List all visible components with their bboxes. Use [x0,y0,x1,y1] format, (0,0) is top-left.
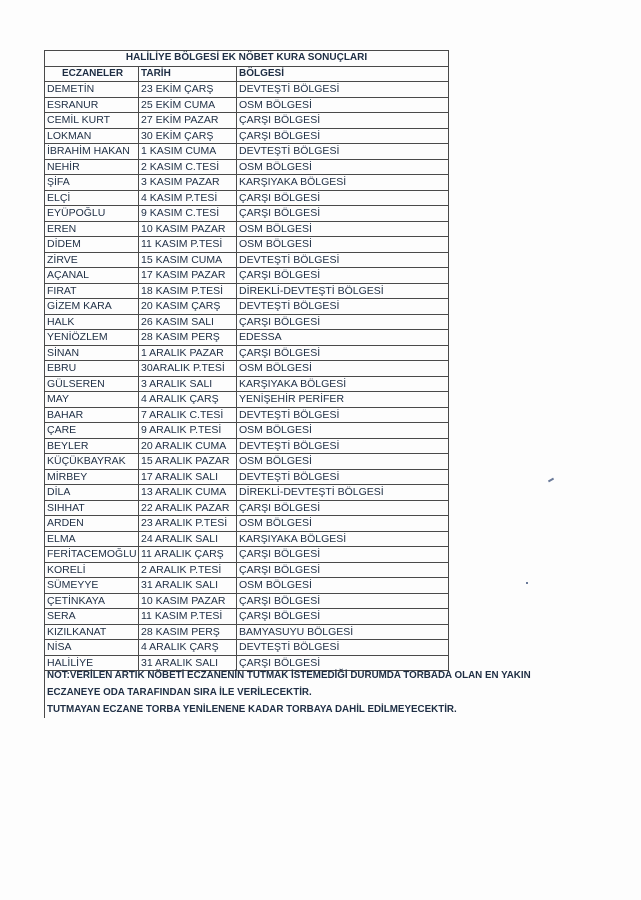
date-cell: 20 KASIM ÇARŞ [139,299,237,315]
table-row [45,190,449,206]
date-cell: 10 KASIM PAZAR [139,221,237,237]
region-cell: DEVTEŞTİ BÖLGESİ [237,469,449,485]
table-title: HALİLİYE BÖLGESİ EK NÖBET KURA SONUÇLARI [45,51,449,67]
pharmacy-name-cell: BEYLER [45,438,139,454]
table-row [45,361,449,377]
column-header-eczaneler: ECZANELER [45,66,139,82]
date-cell: 4 KASIM P.TESİ [139,190,237,206]
date-cell: 22 ARALIK PAZAR [139,500,237,516]
table-row [45,268,449,284]
note-line: TUTMAYAN ECZANE TORBA YENİLENENE KADAR TORBAYA DAHİL EDİLMEYECEKTİR. [47,704,457,715]
pharmacy-name-cell: EYÜPOĞLU [45,206,139,222]
pharmacy-name-cell: ESRANUR [45,97,139,113]
table-row [45,547,449,563]
table-row [45,593,449,609]
region-cell: OSM BÖLGESİ [237,159,449,175]
pharmacy-name-cell: KIZILKANAT [45,624,139,640]
table-row [45,82,449,98]
table-row [45,97,449,113]
date-cell: 17 KASIM PAZAR [139,268,237,284]
date-cell: 23 EKİM ÇARŞ [139,82,237,98]
date-cell: 4 ARALIK ÇARŞ [139,392,237,408]
region-cell: ÇARŞI BÖLGESİ [237,500,449,516]
note-line: ECZANEYE ODA TARAFINDAN SIRA İLE VERİLECEKTİR. [47,687,312,698]
pharmacy-name-cell: ÇARE [45,423,139,439]
date-cell: 28 KASIM PERŞ [139,624,237,640]
region-cell: DİREKLİ-DEVTEŞTİ BÖLGESİ [237,485,449,501]
table-row [45,330,449,346]
table-row [45,237,449,253]
date-cell: 4 ARALIK ÇARŞ [139,640,237,656]
pharmacy-name-cell: İBRAHİM HAKAN [45,144,139,160]
pharmacy-name-cell: ELÇİ [45,190,139,206]
date-cell: 2 ARALIK P.TESİ [139,562,237,578]
date-cell: 28 KASIM PERŞ [139,330,237,346]
pharmacy-name-cell: HALİLİYE [45,655,139,671]
date-cell: 11 KASIM P.TESİ [139,237,237,253]
column-header-tarih: TARİH [139,66,237,82]
table-body [45,82,449,671]
date-cell: 1 ARALIK PAZAR [139,345,237,361]
pharmacy-name-cell: CEMİL KURT [45,113,139,129]
region-cell: DEVTEŞTİ BÖLGESİ [237,438,449,454]
pharmacy-name-cell: SIHHAT [45,500,139,516]
region-cell: ÇARŞI BÖLGESİ [237,206,449,222]
pharmacy-name-cell: HALK [45,314,139,330]
date-cell: 1 KASIM CUMA [139,144,237,160]
pharmacy-name-cell: KÜÇÜKBAYRAK [45,454,139,470]
pharmacy-name-cell: ŞİFA [45,175,139,191]
date-cell: 30ARALIK P.TESİ [139,361,237,377]
table-row [45,438,449,454]
scan-speck [548,478,554,483]
title-row [45,51,449,67]
column-header-bolgesi: BÖLGESİ [237,66,449,82]
date-cell: 27 EKİM PAZAR [139,113,237,129]
table-row [45,299,449,315]
table-row [45,562,449,578]
table-row [45,252,449,268]
date-cell: 10 KASIM PAZAR [139,593,237,609]
date-cell: 31 ARALIK SALI [139,578,237,594]
table-row [45,407,449,423]
region-cell: ÇARŞI BÖLGESİ [237,113,449,129]
pharmacy-name-cell: SİNAN [45,345,139,361]
results-table [44,50,449,671]
table-row [45,144,449,160]
table-row [45,128,449,144]
table-row [45,469,449,485]
table-row [45,283,449,299]
region-cell: OSM BÖLGESİ [237,423,449,439]
table-row [45,392,449,408]
pharmacy-name-cell: EBRU [45,361,139,377]
date-cell: 23 ARALIK P.TESİ [139,516,237,532]
table-row [45,640,449,656]
date-cell: 11 ARALIK ÇARŞ [139,547,237,563]
pharmacy-name-cell: ELMA [45,531,139,547]
date-cell: 7 ARALIK C.TESİ [139,407,237,423]
date-cell: 9 ARALIK P.TESİ [139,423,237,439]
date-cell: 18 KASIM P.TESİ [139,283,237,299]
table-row [45,624,449,640]
region-cell: ÇARŞI BÖLGESİ [237,190,449,206]
pharmacy-name-cell: LOKMAN [45,128,139,144]
date-cell: 11 KASIM P.TESİ [139,609,237,625]
table-row [45,345,449,361]
pharmacy-name-cell: MAY [45,392,139,408]
region-cell: KARŞIYAKA BÖLGESİ [237,175,449,191]
table-row [45,500,449,516]
region-cell: DEVTEŞTİ BÖLGESİ [237,640,449,656]
table-row [45,516,449,532]
pharmacy-name-cell: DİLA [45,485,139,501]
region-cell: DEVTEŞTİ BÖLGESİ [237,299,449,315]
pharmacy-name-cell: NİSA [45,640,139,656]
region-cell: KARŞIYAKA BÖLGESİ [237,531,449,547]
region-cell: OSM BÖLGESİ [237,516,449,532]
note-block [44,667,617,718]
table-row [45,454,449,470]
date-cell: 25 EKİM CUMA [139,97,237,113]
region-cell: KARŞIYAKA BÖLGESİ [237,376,449,392]
table-row [45,609,449,625]
date-cell: 17 ARALIK SALI [139,469,237,485]
date-cell: 15 ARALIK PAZAR [139,454,237,470]
region-cell: ÇARŞI BÖLGESİ [237,593,449,609]
table-row [45,578,449,594]
region-cell: ÇARŞI BÖLGESİ [237,268,449,284]
note-line: NOT:VERİLEN ARTIK NÖBETİ ECZANENİN TUTMAK İSTEMEDİĞİ DURUMDA TORBADA OLAN EN YAKIN [47,670,531,681]
date-cell: 26 KASIM SALI [139,314,237,330]
region-cell: EDESSA [237,330,449,346]
pharmacy-name-cell: SÜMEYYE [45,578,139,594]
region-cell: OSM BÖLGESİ [237,361,449,377]
region-cell: YENİŞEHİR PERİFER [237,392,449,408]
date-cell: 15 KASIM CUMA [139,252,237,268]
pharmacy-name-cell: ARDEN [45,516,139,532]
date-cell: 30 EKİM ÇARŞ [139,128,237,144]
pharmacy-name-cell: BAHAR [45,407,139,423]
table-row [45,175,449,191]
region-cell: ÇARŞI BÖLGESİ [237,547,449,563]
region-cell: DEVTEŞTİ BÖLGESİ [237,82,449,98]
table-row [45,314,449,330]
pharmacy-name-cell: ZİRVE [45,252,139,268]
date-cell: 31 ARALIK SALI [139,655,237,671]
pharmacy-name-cell: KORELİ [45,562,139,578]
region-cell: DİREKLİ-DEVTEŞTİ BÖLGESİ [237,283,449,299]
region-cell: DEVTEŞTİ BÖLGESİ [237,144,449,160]
table-row [45,206,449,222]
pharmacy-name-cell: MİRBEY [45,469,139,485]
region-cell: OSM BÖLGESİ [237,237,449,253]
date-cell: 13 ARALIK CUMA [139,485,237,501]
region-cell: ÇARŞI BÖLGESİ [237,345,449,361]
region-cell: OSM BÖLGESİ [237,221,449,237]
pharmacy-name-cell: AÇANAL [45,268,139,284]
table-row [45,159,449,175]
pharmacy-name-cell: ÇETİNKAYA [45,593,139,609]
region-cell: ÇARŞI BÖLGESİ [237,128,449,144]
region-cell: OSM BÖLGESİ [237,578,449,594]
table-row [45,376,449,392]
pharmacy-name-cell: EREN [45,221,139,237]
date-cell: 3 KASIM PAZAR [139,175,237,191]
pharmacy-name-cell: GİZEM KARA [45,299,139,315]
date-cell: 2 KASIM C.TESİ [139,159,237,175]
region-cell: OSM BÖLGESİ [237,454,449,470]
pharmacy-name-cell: DEMETİN [45,82,139,98]
pharmacy-name-cell: GÜLSEREN [45,376,139,392]
date-cell: 9 KASIM C.TESİ [139,206,237,222]
region-cell: OSM BÖLGESİ [237,97,449,113]
scan-speck [526,582,528,584]
region-cell: ÇARŞI BÖLGESİ [237,314,449,330]
region-cell: ÇARŞI BÖLGESİ [237,609,449,625]
region-cell: BAMYASUYU BÖLGESİ [237,624,449,640]
region-cell: DEVTEŞTİ BÖLGESİ [237,407,449,423]
date-cell: 24 ARALIK SALI [139,531,237,547]
table-row [45,485,449,501]
date-cell: 3 ARALIK SALI [139,376,237,392]
pharmacy-name-cell: DİDEM [45,237,139,253]
pharmacy-name-cell: YENİÖZLEM [45,330,139,346]
pharmacy-name-cell: FERİTACEMOĞLU [45,547,139,563]
region-cell: DEVTEŞTİ BÖLGESİ [237,252,449,268]
region-cell: ÇARŞI BÖLGESİ [237,655,449,671]
date-cell: 20 ARALIK CUMA [139,438,237,454]
region-cell: ÇARŞI BÖLGESİ [237,562,449,578]
header-row [45,66,449,82]
table-row [45,113,449,129]
pharmacy-name-cell: FIRAT [45,283,139,299]
table-row [45,531,449,547]
table-row [45,221,449,237]
pharmacy-name-cell: NEHİR [45,159,139,175]
table-row [45,423,449,439]
pharmacy-name-cell: SERA [45,609,139,625]
